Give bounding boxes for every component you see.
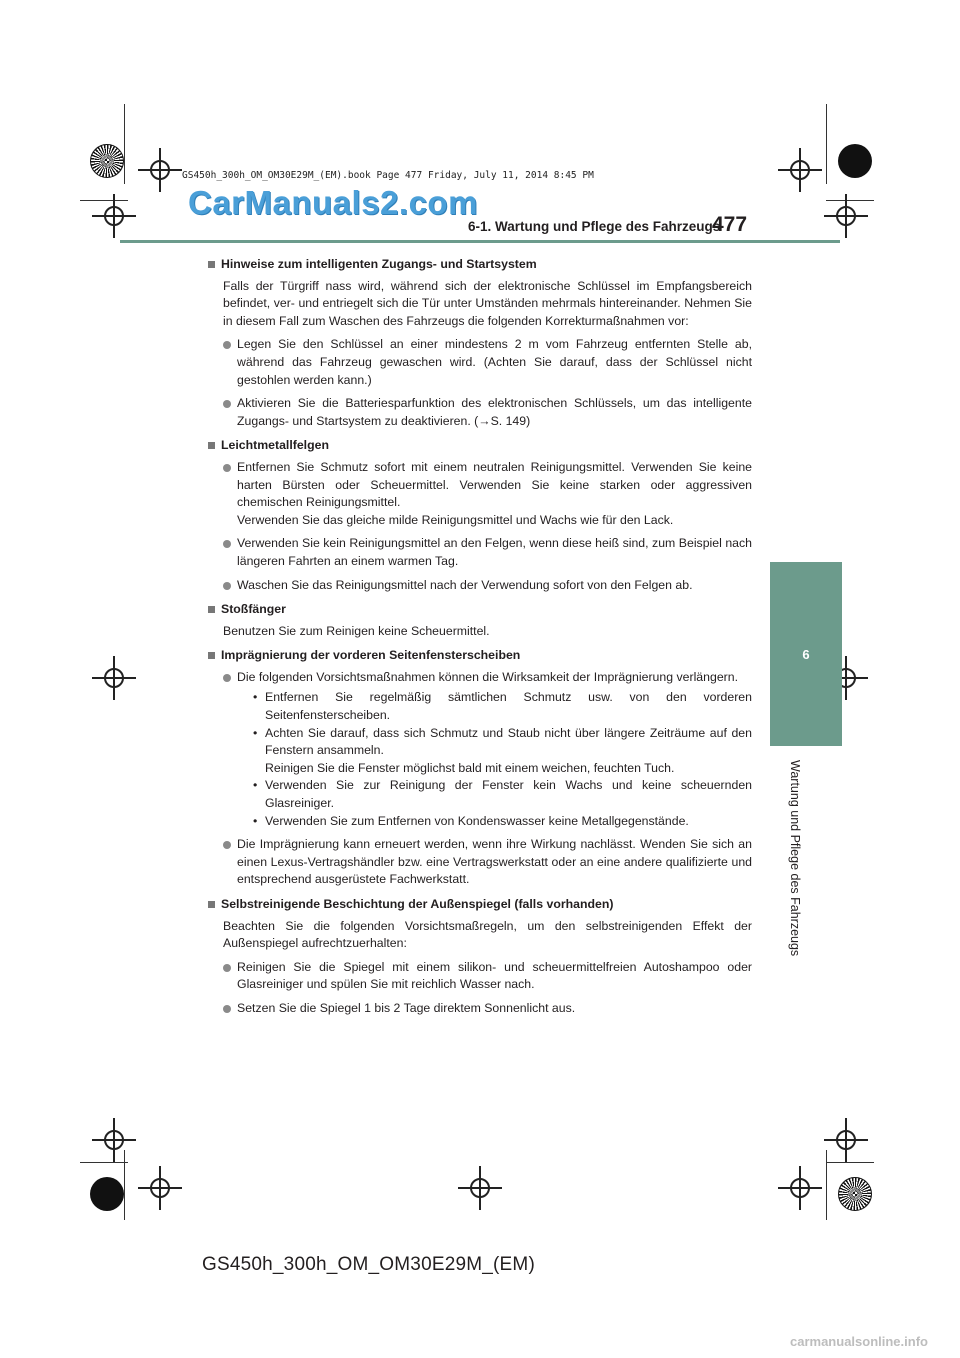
registration-dot-bottom-left bbox=[90, 1177, 124, 1211]
crop-line bbox=[826, 104, 827, 184]
page-number: 477 bbox=[712, 213, 748, 236]
crosshair-mark bbox=[104, 1130, 124, 1150]
list-item: Waschen Sie das Reinigungsmittel nach der Verwendung sofort von den Felgen ab. bbox=[208, 577, 752, 595]
section-heading: Selbstreinigende Beschichtung der Außenspiegel (falls vorhanden) bbox=[208, 896, 752, 914]
section-smart-key bbox=[208, 256, 752, 430]
bullet-icon bbox=[223, 841, 231, 849]
list-item: Entfernen Sie Schmutz sofort mit einem neutralen Reinigungsmittel. Verwenden Sie keine harten Bürsten oder Scheuermittel. Verwenden Sie keine starken oder aggressiven chemischen Reinigungsmittel. Verwenden Sie das gleiche milde Reinigungsmittel und Wachs wie für den Lack. bbox=[208, 459, 752, 529]
bullet-icon bbox=[223, 674, 231, 682]
list-item: Setzen Sie die Spiegel 1 bis 2 Tage direktem Sonnenlicht aus. bbox=[208, 1000, 752, 1018]
crop-line bbox=[124, 104, 125, 184]
chapter-label: Wartung und Pflege des Fahrzeugs bbox=[788, 760, 802, 957]
list-item: Die Imprägnierung kann erneuert werden, wenn ihre Wirkung nachlässt. Wenden Sie sich an einen Lexus-Vertragshändler bzw. eine Vertragswerkstatt oder an eine andere qualifizierte und entsprechend ausgerüstete Fachwerkstatt. bbox=[208, 836, 752, 889]
registration-rosette-bottom-right bbox=[838, 1177, 872, 1211]
bullet-icon bbox=[223, 341, 231, 349]
list-item: Aktivieren Sie die Batteriesparfunktion des elektronischen Schlüssels, um das intelligente Zugangs- und Startsystem zu deaktivieren. (→S. 149) bbox=[208, 395, 752, 430]
crosshair-mark bbox=[104, 668, 124, 688]
bullet-icon bbox=[223, 464, 231, 472]
section-heading: Leichtmetallfelgen bbox=[208, 437, 752, 455]
crosshair-mark bbox=[836, 1130, 856, 1150]
crosshair-mark bbox=[104, 206, 124, 226]
square-bullet-icon bbox=[208, 606, 215, 613]
bullet-icon bbox=[223, 964, 231, 972]
section-heading: Stoßfänger bbox=[208, 601, 752, 619]
section-window-coating bbox=[208, 647, 752, 889]
list-item: Die folgenden Vorsichtsmaßnahmen können die Wirksamkeit der Imprägnierung verlängern. bbox=[208, 669, 752, 687]
page-content bbox=[208, 256, 752, 1025]
list-item: Reinigen Sie die Spiegel mit einem silikon- und scheuermittelfreien Autoshampoo oder Glasreiniger und spülen Sie mit reichlich Wasser nach. bbox=[208, 959, 752, 994]
print-info: GS450h_300h_OM_OM30E29M_(EM).book Page 477 Friday, July 11, 2014 8:45 PM bbox=[182, 170, 594, 181]
section-heading: Hinweise zum intelligenten Zugangs- und Startsystem bbox=[208, 256, 752, 274]
section-alloy-wheels bbox=[208, 437, 752, 594]
registration-dot-top-right bbox=[838, 144, 872, 178]
watermark-bottom: carmanualsonline.info bbox=[790, 1334, 928, 1349]
crosshair-mark bbox=[150, 1178, 170, 1198]
section-mirror-coating bbox=[208, 896, 752, 1018]
sub-list bbox=[208, 689, 752, 830]
crosshair-mark bbox=[790, 1178, 810, 1198]
list-item: Verwenden Sie kein Reinigungsmittel an den Felgen, wenn diese heiß sind, zum Beispiel nach längeren Fahrten an einem warmen Tag. bbox=[208, 535, 752, 570]
paragraph: Benutzen Sie zum Reinigen keine Scheuermittel. bbox=[223, 623, 490, 638]
crosshair-mark bbox=[150, 160, 170, 180]
crosshair-mark bbox=[790, 160, 810, 180]
crosshair-mark bbox=[470, 1178, 490, 1198]
bullet-icon bbox=[223, 540, 231, 548]
document-code: GS450h_300h_OM_OM30E29M_(EM) bbox=[202, 1254, 535, 1275]
square-bullet-icon bbox=[208, 652, 215, 659]
section-heading: Imprägnierung der vorderen Seitenfensterscheiben bbox=[208, 647, 752, 665]
square-bullet-icon bbox=[208, 901, 215, 908]
crop-line bbox=[80, 200, 128, 201]
crop-line bbox=[80, 1162, 128, 1163]
crop-line bbox=[826, 1150, 827, 1220]
bullet-icon bbox=[223, 582, 231, 590]
crop-line bbox=[826, 1162, 874, 1163]
bullet-icon bbox=[223, 1005, 231, 1013]
header-rule bbox=[120, 240, 840, 243]
registration-rosette-top-left bbox=[90, 144, 124, 178]
section-title: 6-1. Wartung und Pflege des Fahrzeugs bbox=[468, 219, 721, 234]
paragraph: Falls der Türgriff nass wird, während sich der elektronische Schlüssel im Empfangsbereich befindet, ver- und entriegelt sich die Tür unter Umständen mehrmals hintereinander. Nehmen Sie in diesem Fall zum Waschen des Fahrzeugs die folgenden Korrekturmaßnahmen vor: bbox=[223, 278, 752, 328]
sub-list-item: • Verwenden Sie zur Reinigung der Fenster kein Wachs und keine scheuernden Glasreiniger. bbox=[253, 778, 752, 811]
crop-line bbox=[124, 1150, 125, 1220]
square-bullet-icon bbox=[208, 261, 215, 268]
sub-list-item: • Entfernen Sie regelmäßig sämtlichen Schmutz usw. von den vorderen Seitenfensterscheiben. bbox=[253, 690, 752, 723]
bullet-icon bbox=[223, 400, 231, 408]
sub-list-item: • Achten Sie darauf, dass sich Schmutz und Staub nicht über längere Zeiträume auf den Fenstern ansammeln. Reinigen Sie die Fenster möglichst bald mit einem weichen, feuchten Tuch. bbox=[253, 725, 752, 775]
list-item: Legen Sie den Schlüssel an einer mindestens 2 m vom Fahrzeug entfernten Stelle ab, während das Fahrzeug gewaschen wird. (Achten Sie darauf, dass der Schlüssel nicht gestohlen werden kann.) bbox=[208, 336, 752, 389]
section-bumper bbox=[208, 601, 752, 640]
sub-list-item: • Verwenden Sie zum Entfernen von Kondenswasser keine Metallgegenstände. bbox=[253, 813, 689, 828]
chapter-number: 6 bbox=[802, 646, 810, 662]
watermark-top: CarManuals2.com bbox=[188, 184, 478, 221]
crosshair-mark bbox=[836, 206, 856, 226]
crop-line bbox=[826, 200, 874, 201]
chapter-tab bbox=[770, 562, 842, 746]
square-bullet-icon bbox=[208, 442, 215, 449]
paragraph: Beachten Sie die folgenden Vorsichtsmaßregeln, um den selbstreinigenden Effekt der Außenspiegel aufrechtzuerhalten: bbox=[223, 918, 752, 951]
